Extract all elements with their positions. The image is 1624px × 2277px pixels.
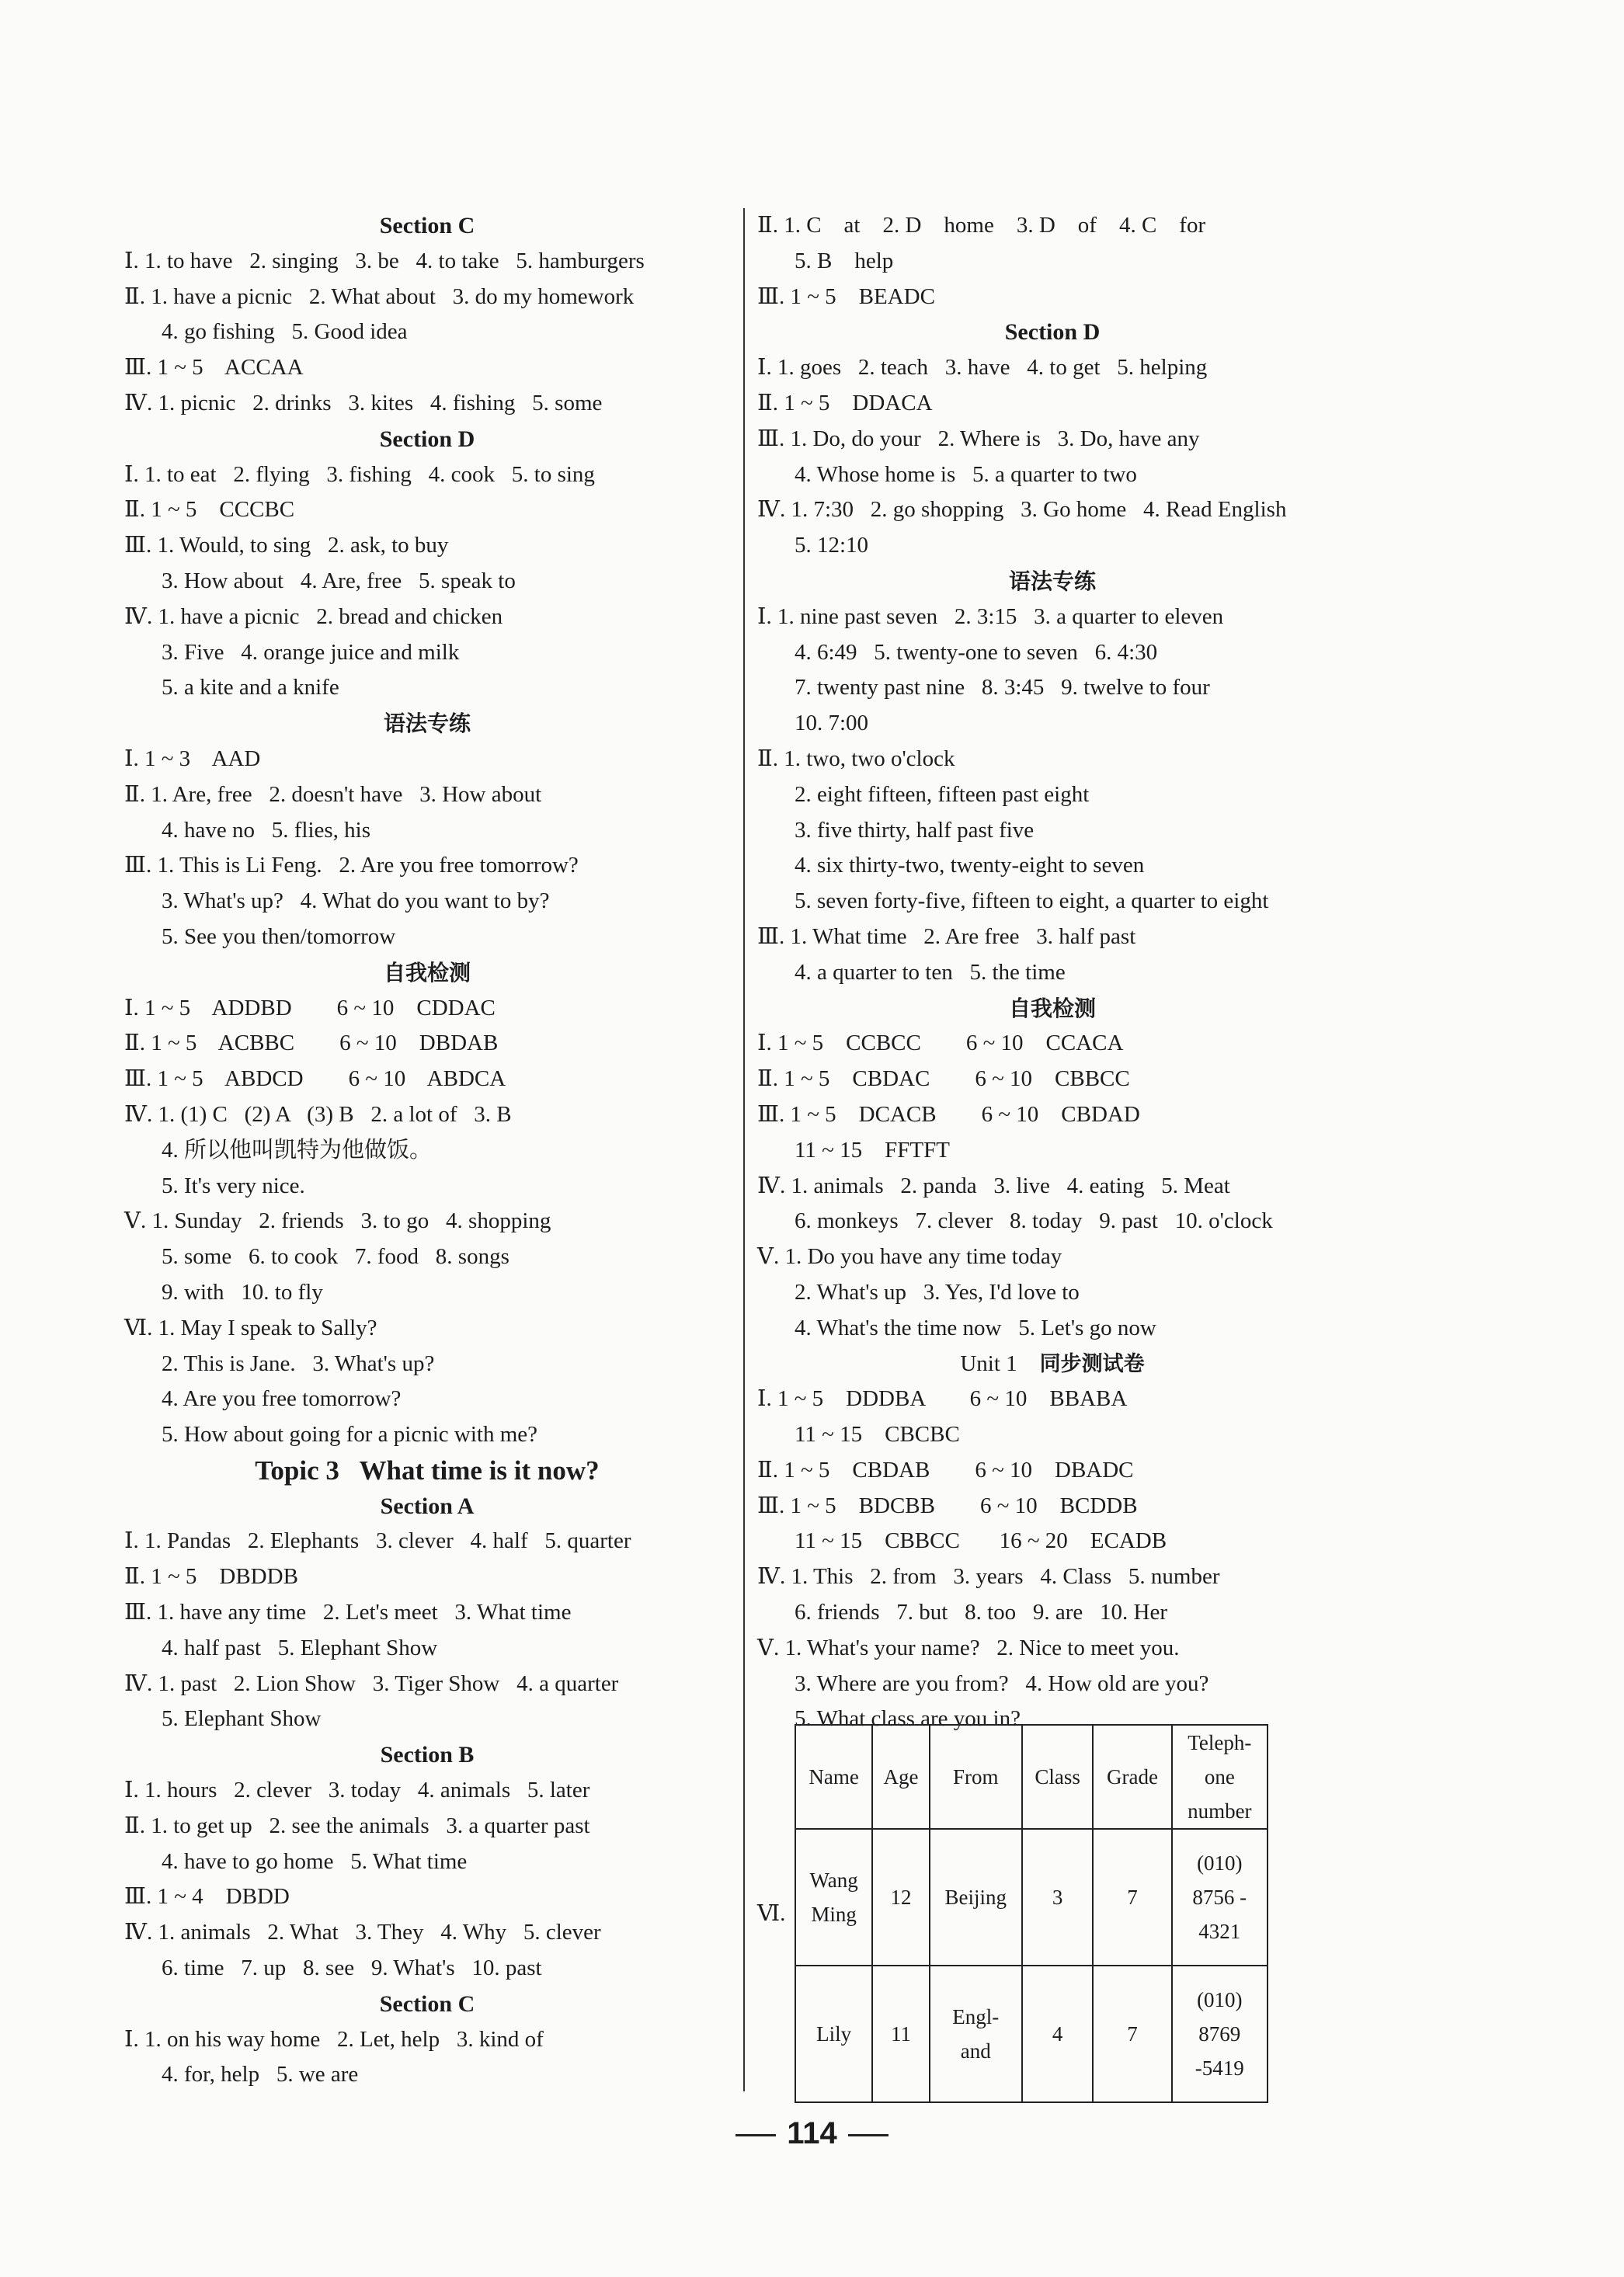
table-header-row	[795, 1725, 1268, 1829]
answer-line: 10. 7:00	[795, 711, 869, 736]
answer-line: 2. This is Jane. 3. What's up?	[162, 1351, 435, 1376]
answer-line: 5. a kite and a knife	[162, 675, 339, 700]
answer-line: 2. What's up 3. Yes, I'd love to	[795, 1279, 1080, 1305]
answer-line: 4. Whose home is 5. a quarter to two	[795, 461, 1137, 487]
table-header-cell: Grade	[1093, 1725, 1171, 1829]
answer-line: Ⅴ. 1. What's your name? 2. Nice to meet you.	[757, 1635, 1180, 1660]
section-heading: Section C	[379, 213, 475, 238]
answer-line: Ⅳ. 1. picnic 2. drinks 3. kites 4. fishing 5. some	[124, 390, 603, 415]
unit-title: 同步测试卷	[1039, 1351, 1145, 1376]
table-header-cell: Age	[872, 1725, 929, 1829]
table-cell: (010) 8769 -5419	[1172, 1966, 1268, 2102]
answer-line: 5. Elephant Show	[162, 1706, 322, 1732]
page-number	[0, 2116, 1624, 2151]
section-heading: Section B	[380, 1742, 475, 1768]
section-heading: Section A	[380, 1493, 475, 1519]
answer-line: Ⅲ. 1. Would, to sing 2. ask, to buy	[124, 533, 449, 558]
answer-line: Ⅲ. 1. have any time 2. Let's meet 3. What time	[124, 1600, 572, 1625]
answer-line: Ⅲ. 1. This is Li Feng. 2. Are you free tomorrow?	[124, 853, 579, 878]
section-heading: Section D	[1004, 319, 1101, 346]
answer-line: 6. time 7. up 8. see 9. What's 10. past	[162, 1955, 542, 1981]
answer-line: 5. It's very nice.	[162, 1173, 305, 1198]
answer-line: 4. What's the time now 5. Let's go now	[795, 1315, 1156, 1340]
answer-line: 4. go fishing 5. Good idea	[162, 319, 408, 345]
dash-right	[848, 2134, 889, 2136]
answer-line: 6. monkeys 7. clever 8. today 9. past 10. o'clock	[795, 1208, 1273, 1234]
table-body	[795, 1829, 1268, 2102]
answer-line: Ⅰ. 1. nine past seven 2. 3:15 3. a quarter to eleven	[757, 603, 1224, 629]
table-cell: Wang Ming	[795, 1829, 872, 1966]
dash-left	[735, 2134, 776, 2136]
answer-line: Ⅱ. 1 ~ 5 ACBBC 6 ~ 10 DBDAB	[124, 1031, 499, 1056]
answer-line: Ⅰ. 1. to eat 2. flying 3. fishing 4. cook 5. to sing	[124, 461, 595, 487]
answer-line: Ⅱ. 1. two, two o'clock	[757, 746, 955, 771]
table-cell: 3	[1022, 1829, 1093, 1966]
answer-line: Ⅲ. 1. What time 2. Are free 3. half past	[757, 923, 1136, 949]
answer-line: Ⅰ. 1 ~ 5 CCBCC 6 ~ 10 CCACA	[757, 1031, 1124, 1056]
answer-line: Ⅰ. 1. Pandas 2. Elephants 3. clever 4. half 5. quarter	[124, 1528, 631, 1554]
answer-line: Ⅲ. 1 ~ 5 ABDCD 6 ~ 10 ABDCA	[124, 1066, 506, 1092]
answer-line: 3. five thirty, half past five	[795, 817, 1035, 843]
table-item-label: Ⅵ.	[757, 1901, 786, 1926]
answer-line: 4. a quarter to ten 5. the time	[795, 959, 1066, 985]
table-row	[795, 1829, 1268, 1966]
answer-line: Ⅰ. 1. to have 2. singing 3. be 4. to take 5. hamburgers	[124, 248, 645, 273]
answer-line: Ⅰ. 1. on his way home 2. Let, help 3. kind of	[124, 2026, 544, 2052]
answer-line: Ⅰ. 1 ~ 5 DDDBA 6 ~ 10 BBABA	[757, 1386, 1128, 1412]
answer-line: Ⅱ. 1 ~ 5 DBDDB	[124, 1564, 298, 1590]
answer-line: Ⅱ. 1. C at 2. D home 3. D of 4. C for	[757, 213, 1206, 238]
answer-line: 5. seven forty-five, fifteen to eight, a quarter to eight	[795, 888, 1269, 914]
answer-line: 3. What's up? 4. What do you want to by?	[162, 888, 550, 914]
column-divider	[743, 208, 745, 2091]
answer-line: Ⅱ. 1. Are, free 2. doesn't have 3. How about	[124, 781, 542, 807]
answer-line: 4. 6:49 5. twenty-one to seven 6. 4:30	[795, 639, 1158, 665]
info-table-block	[757, 1724, 1270, 2103]
answer-line: Ⅲ. 1. Do, do your 2. Where is 3. Do, have any	[757, 426, 1200, 451]
answer-line: 5. some 6. to cook 7. food 8. songs	[162, 1244, 509, 1270]
unit-label: Unit 1	[960, 1351, 1017, 1376]
answer-line: Ⅱ. 1. to get up 2. see the animals 3. a quarter past	[124, 1813, 590, 1838]
table-row	[795, 1966, 1268, 2102]
answer-line: 3. Where are you from? 4. How old are you?	[795, 1670, 1209, 1696]
answer-line: 11 ~ 15 FFTFT	[795, 1137, 950, 1163]
table-header-cell: From	[930, 1725, 1022, 1829]
answer-line: Ⅱ. 1. have a picnic 2. What about 3. do my homework	[124, 283, 635, 309]
table-cell: 12	[872, 1829, 929, 1966]
answer-line: Ⅱ. 1 ~ 5 CBDAC 6 ~ 10 CBBCC	[757, 1066, 1130, 1092]
answer-line: 5. 12:10	[795, 533, 869, 558]
table-header-cell: Teleph- one number	[1172, 1725, 1268, 1829]
info-table	[795, 1724, 1268, 2103]
answer-line: 4. six thirty-two, twenty-eight to seven	[795, 853, 1145, 878]
answer-line: 2. eight fifteen, fifteen past eight	[795, 781, 1090, 807]
table-cell: 4	[1022, 1966, 1093, 2102]
answer-line: 4. have to go home 5. What time	[162, 1848, 468, 1874]
answer-line: Ⅳ. 1. This 2. from 3. years 4. Class 5. number	[757, 1564, 1220, 1590]
section-heading: Section C	[379, 1990, 475, 2017]
topic-heading: Topic 3 What time is it now?	[255, 1455, 600, 1486]
table-cell: 7	[1093, 1966, 1171, 2102]
answer-line: Ⅲ. 1 ~ 5 DCACB 6 ~ 10 CBDAD	[757, 1101, 1140, 1127]
answer-line: Ⅳ. 1. have a picnic 2. bread and chicken	[124, 603, 503, 629]
table-header-cell: Class	[1022, 1725, 1093, 1829]
answer-line: 5. What class are you in?	[795, 1706, 1021, 1732]
answer-line: 3. Five 4. orange juice and milk	[162, 639, 460, 665]
answer-line: Ⅲ. 1 ~ 5 BEADC	[757, 283, 935, 309]
answer-line: Ⅳ. 1. animals 2. panda 3. live 4. eating 5. Meat	[757, 1173, 1230, 1198]
answer-line: Ⅳ. 1. past 2. Lion Show 3. Tiger Show 4. a quarter	[124, 1670, 619, 1696]
answer-line: 4. 所以他叫凯特为他做饭。	[162, 1137, 433, 1163]
answer-line: 5. B help	[795, 248, 894, 273]
table-cell: Beijing	[930, 1829, 1022, 1966]
unit-heading	[757, 1347, 1348, 1382]
answer-line: Ⅴ. 1. Do you have any time today	[757, 1244, 1062, 1270]
answer-line: 5. How about going for a picnic with me?	[162, 1422, 538, 1448]
table-cell: (010) 8756 - 4321	[1172, 1829, 1268, 1966]
answer-line: Ⅳ. 1. 7:30 2. go shopping 3. Go home 4. Read English	[757, 497, 1287, 523]
answer-line: Ⅱ. 1 ~ 5 CBDAB 6 ~ 10 DBADC	[757, 1457, 1134, 1483]
chinese-heading: 自我检测	[1008, 995, 1096, 1021]
chinese-heading: 自我检测	[383, 959, 471, 986]
page-number-text: 114	[787, 2116, 837, 2150]
table-cell: 11	[872, 1966, 929, 2102]
answer-line: Ⅰ. 1. goes 2. teach 3. have 4. to get 5. helping	[757, 355, 1208, 381]
answer-line: 7. twenty past nine 8. 3:45 9. twelve to four	[795, 675, 1210, 700]
answer-line: 11 ~ 15 CBCBC	[795, 1422, 960, 1448]
answer-line: 4. Are you free tomorrow?	[162, 1386, 402, 1412]
table-cell: Engl- and	[930, 1966, 1022, 2102]
answer-line: Ⅰ. 1. hours 2. clever 3. today 4. animals 5. later	[124, 1778, 590, 1803]
answer-line: Ⅵ. 1. May I speak to Sally?	[124, 1315, 377, 1340]
answer-line: 11 ~ 15 CBBCC 16 ~ 20 ECADB	[795, 1528, 1167, 1554]
answer-line: Ⅲ. 1 ~ 4 DBDD	[124, 1884, 290, 1910]
answer-line: 4. half past 5. Elephant Show	[162, 1635, 438, 1660]
answer-line: 3. How about 4. Are, free 5. speak to	[162, 568, 516, 593]
section-heading: Section D	[379, 426, 475, 452]
table-cell: 7	[1093, 1829, 1171, 1966]
table-header-cell: Name	[795, 1725, 872, 1829]
answer-line: Ⅲ. 1 ~ 5 BDCBB 6 ~ 10 BCDDB	[757, 1493, 1138, 1518]
answer-line: Ⅰ. 1 ~ 5 ADDBD 6 ~ 10 CDDAC	[124, 995, 496, 1020]
chinese-heading: 语法专练	[383, 711, 471, 737]
answer-line: Ⅴ. 1. Sunday 2. friends 3. to go 4. shopping	[124, 1208, 551, 1234]
answer-line: Ⅱ. 1 ~ 5 CCCBC	[124, 497, 295, 523]
answer-line: 4. for, help 5. we are	[162, 2062, 359, 2088]
answer-line: 6. friends 7. but 8. too 9. are 10. Her	[795, 1600, 1168, 1625]
answer-line: Ⅳ. 1. (1) C (2) A (3) B 2. a lot of 3. B	[124, 1101, 512, 1127]
chinese-heading: 语法专练	[1008, 568, 1096, 594]
answer-line: 9. with 10. to fly	[162, 1279, 323, 1305]
table-cell: Lily	[795, 1966, 872, 2102]
answer-line: Ⅰ. 1 ~ 3 AAD	[124, 746, 261, 771]
answer-line: Ⅲ. 1 ~ 5 ACCAA	[124, 355, 304, 381]
answer-line: 5. See you then/tomorrow	[162, 923, 396, 949]
answer-line: 4. have no 5. flies, his	[162, 817, 371, 843]
right-column	[757, 208, 1348, 1737]
answer-line: Ⅳ. 1. animals 2. What 3. They 4. Why 5. clever	[124, 1920, 601, 1945]
left-column	[124, 208, 730, 2093]
answer-line: Ⅱ. 1 ~ 5 DDACA	[757, 390, 933, 415]
